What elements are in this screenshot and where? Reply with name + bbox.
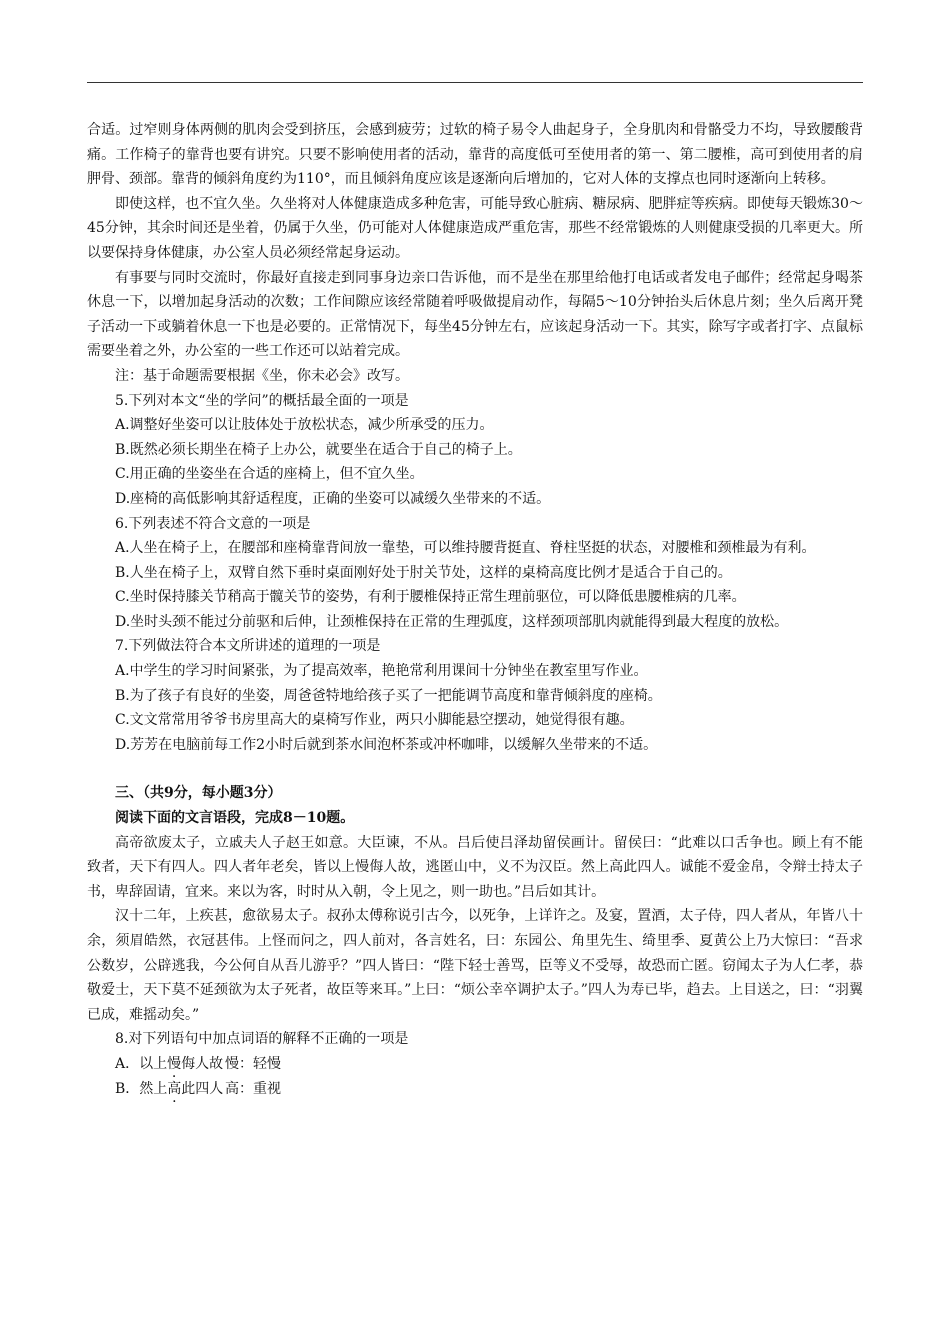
question-7-option-b: B.为了孩子有良好的坐姿，周爸爸特地给孩子买了一把能调节高度和靠背倾斜度的座椅。	[115, 687, 662, 704]
question-5-option-a: A.调整好坐姿可以让肢体处于放松状态，减少所承受的压力。	[115, 417, 494, 434]
question-7-option-c: C.文文常常用爷爷书房里高大的桌椅写作业，两只小脚能悬空摆动，她觉得很有趣。	[115, 712, 634, 729]
question-5-option-b: B.既然必须长期坐在椅子上办公，就要坐在适合于自己的椅子上。	[115, 441, 522, 458]
question-7-option-d: D.芳芳在电脑前每工作2小时后就到茶水间泡杯茶或冲杯咖啡，以缓解久坐带来的不适。	[115, 736, 658, 753]
dotted-word: 慢	[167, 1055, 182, 1072]
question-6-option-c: C.坐时保持膝关节稍高于髋关节的姿势，有利于腰椎保持正常生理前驱位，可以降低患腰椎病的几率。	[115, 589, 746, 606]
option-phrase	[115, 1052, 225, 1077]
question-8-option-a	[87, 1052, 863, 1077]
header-rule	[87, 82, 863, 83]
phrase-end: 侮人故	[181, 1055, 224, 1072]
option-gloss: 高：重视	[225, 1080, 281, 1097]
phrase-end: 此四人	[181, 1080, 224, 1097]
document-body	[87, 118, 863, 1101]
question-8-stem: 8.对下列语句中加点词语的解释不正确的一项是	[115, 1031, 409, 1048]
section-3-instruction: 阅读下面的文言语段，完成8－10题。	[115, 810, 355, 827]
passage-paragraph: 合适。过窄则身体两侧的肌肉会受到挤压，会感到疲劳；过软的椅子易令人曲起身子，全身肌肉和骨骼受力不均，导致腰酸背痛。工作椅子的靠背也要有讲究。只要不影响使用者的活动，靠背的高度低可至使用者的第一、第二腰椎，高可到使用者的肩胛骨、颈部。靠背的倾斜角度约为110°，而且倾斜角度应该是逐渐向后增加的，它对人体的支撑点也同时逐渐向上转移。	[87, 122, 863, 188]
question-8-option-b	[87, 1077, 863, 1102]
classical-passage-paragraph: 汉十二年，上疾甚，愈欲易太子。叔孙太傅称说引古今，以死争，上详许之。及宴，置酒，太子侍，四人者从，年皆八十余，须眉皓然，衣冠甚伟。上怪而问之，四人前对，各言姓名，曰：东园公、角里先生、绮里季、夏黄公上乃大惊曰：“吾求公数岁，公辟逃我，今公何自从吾儿游乎？”四人皆曰：“陛下轻士善骂，臣等义不受辱，故恐而亡匿。窃闻太子为人仁孝，恭敬爱士，天下莫不延颈欲为太子死者，故臣等来耳。”上曰：“烦公幸卒调护太子。”四人为寿已毕，趋去。上目送之，曰：“羽翼已成，难摇动矣。”	[87, 908, 863, 1023]
source-note: 注：基于命题需要根据《坐，你未必会》改写。	[115, 367, 409, 384]
question-5-stem: 5.下列对本文“坐的学问”的概括最全面的一项是	[115, 392, 409, 409]
dotted-word: 高	[167, 1080, 182, 1097]
passage-paragraph: 即使这样，也不宜久坐。久坐将对人体健康造成多种危害，可能导致心脏病、糖尿病、肥胖症等疾病。即使每天锻炼30～45分钟，其余时间还是坐着，仍属于久坐，仍可能对人体健康造成严重危害，那些不经常锻炼的人则健康受损的几率更大。所以要保持身体健康，办公室人员必须经常起身运动。	[87, 195, 863, 261]
option-gloss: 慢：轻慢	[225, 1055, 281, 1072]
phrase-start: A．以上	[115, 1055, 168, 1072]
question-6-option-a: A.人坐在椅子上，在腰部和座椅靠背间放一靠垫，可以维持腰背挺直、脊柱坚挺的状态，对腰椎和颈椎最为有利。	[115, 540, 816, 557]
phrase-start: B．然上	[115, 1080, 168, 1097]
question-6-option-d: D.坐时头颈不能过分前驱和后伸，让颈椎保持在正常的生理弧度，这样颈项部肌肉就能得到最大程度的放松。	[115, 613, 789, 630]
classical-passage-paragraph: 高帝欲废太子，立戚夫人子赵王如意。大臣谏，不从。吕后使吕泽劫留侯画计。留侯曰：“此难以口舌争也。顾上有不能致者，天下有四人。四人者年老矣，皆以上慢侮人故，逃匿山中，义不为汉臣。然上高此四人。诚能不爱金帛，令辩士持太子书，卑辞固请，宜来。来以为客，时时从入朝，令上见之，则一助也。”吕后如其计。	[87, 834, 863, 900]
section-spacer	[87, 757, 863, 781]
section-3-title: 三、（共9分，每小题3分）	[115, 785, 282, 802]
question-7-stem: 7.下列做法符合本文所讲述的道理的一项是	[115, 638, 381, 655]
question-6-stem: 6.下列表述不符合文意的一项是	[115, 515, 311, 532]
passage-paragraph: 有事要与同时交流时，你最好直接走到同事身边亲口告诉他，而不是坐在那里给他打电话或者发电子邮件；经常起身喝茶休息一下，以增加起身活动的次数；工作间隙应该经常随着呼吸做提肩动作，每隔5～10分钟抬头后休息片刻；坐久后离开凳子活动一下或躺着休息一下也是必要的。正常情况下，每坐45分钟左右，应该起身活动一下。其实，除写字或者打字、点鼠标需要坐着之外，办公室的一些工作还可以站着完成。	[87, 269, 863, 360]
question-7-option-a: A.中学生的学习时间紧张，为了提高效率，艳艳常利用课间十分钟坐在教室里写作业。	[115, 663, 648, 680]
question-5-option-d: D.座椅的高低影响其舒适程度，正确的坐姿可以减缓久坐带来的不适。	[115, 490, 551, 507]
question-5-option-c: C.用正确的坐姿坐在合适的座椅上，但不宜久坐。	[115, 466, 424, 483]
question-6-option-b: B.人坐在椅子上，双臂自然下垂时桌面刚好处于肘关节处，这样的桌椅高度比例才是适合于自己的。	[115, 564, 732, 581]
option-phrase	[115, 1077, 225, 1102]
